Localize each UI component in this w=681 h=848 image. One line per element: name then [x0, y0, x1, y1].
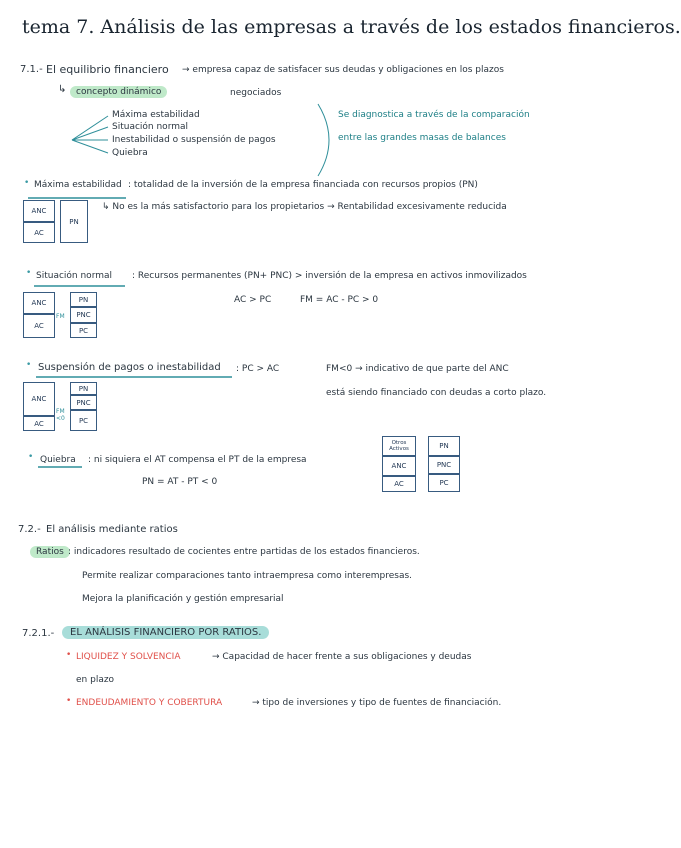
quiebra-formula: PN = AT - PT < 0: [142, 477, 218, 487]
quiebra-pnc-box: PNC: [428, 456, 460, 474]
maxima-label: Máxima estabilidad: [34, 180, 122, 190]
endeudamiento-label: ENDEUDAMIENTO Y COBERTURA: [76, 698, 223, 708]
bullet-dot: •: [24, 178, 30, 188]
bullet-dot: •: [26, 268, 32, 278]
bullet-dot: •: [28, 452, 34, 462]
branch-normal: Situación normal: [112, 122, 189, 132]
quiebra-text: : ni siquiera el AT compensa el PT de la empresa: [88, 455, 307, 465]
suspension-pnc-box: PNC: [70, 395, 97, 410]
normal-formula-1: AC > PC: [234, 295, 272, 305]
suspension-fm-label: FM <0: [56, 408, 65, 422]
suspension-fm-text: FM<0 → indicativo de que parte del ANC: [326, 364, 509, 374]
ratios-tag: Ratios: [30, 546, 70, 558]
section-7-1-definition: → empresa capaz de satisfacer sus deudas y obligaciones en los plazos: [182, 65, 504, 75]
suspension-text: : PC > AC: [236, 364, 280, 374]
quiebra-pn-box: PN: [428, 436, 460, 456]
bullet-dot: •: [66, 696, 72, 706]
branch-maxima: Máxima estabilidad: [112, 110, 200, 120]
diagnostico-note-line2: entre las grandes masas de balances: [338, 133, 506, 143]
endeudamiento-text: → tipo de inversiones y tipo de fuentes de financiación.: [252, 698, 502, 708]
maxima-anc-box: ANC: [23, 200, 55, 222]
normal-ac-box: AC: [23, 314, 55, 338]
normal-pn-box: PN: [70, 292, 97, 307]
bullet-dot: •: [26, 360, 32, 370]
diagnostico-note-line1: Se diagnostica a través de la comparación: [338, 110, 530, 120]
normal-pc-box: PC: [70, 323, 97, 338]
ratios-line-3: Mejora la planificación y gestión empresarial: [82, 594, 284, 604]
concepto-arrow-icon: ↳: [58, 84, 67, 95]
maxima-text: : totalidad de la inversión de la empresa financiada con recursos propios (PN): [128, 180, 478, 190]
branch-suspension: Inestabilidad o suspensión de pagos: [112, 135, 276, 145]
section-7-1-heading: El equilibrio financiero: [46, 63, 169, 76]
section-7-2-heading: El análisis mediante ratios: [46, 524, 178, 535]
ratios-line-2: Permite realizar comparaciones tanto intraempresa como interempresas.: [82, 571, 413, 581]
normal-text: : Recursos permanentes (PN+ PNC) > inversión de la empresa en activos inmovilizados: [132, 271, 527, 281]
suspension-anc-box: ANC: [23, 382, 55, 416]
maxima-note: ↳ No es la más satisfactorio para los propietarios → Rentabilidad excesivamente reducida: [102, 202, 507, 212]
section-7-1-number: 7.1.-: [20, 64, 43, 75]
page-title: tema 7. Análisis de las empresas a través de los estados financieros.: [22, 16, 681, 38]
suspension-label: Suspensión de pagos o inestabilidad: [38, 362, 221, 373]
suspension-pc-box: PC: [70, 410, 97, 431]
quiebra-anc-box: ANC: [382, 456, 416, 476]
suspension-ac-box: AC: [23, 416, 55, 431]
section-7-2-1-number: 7.2.1.-: [22, 628, 55, 639]
section-7-1-negociados: negociados: [230, 88, 282, 98]
quiebra-ac-box: AC: [382, 476, 416, 492]
bullet-dot: •: [66, 650, 72, 660]
concepto-dinamico-tag: concepto dinámico: [70, 86, 167, 98]
normal-pnc-box: PNC: [70, 307, 97, 323]
normal-formula-2: FM = AC - PC > 0: [300, 295, 379, 305]
normal-anc-box: ANC: [23, 292, 55, 314]
liquidez-label: LIQUIDEZ Y SOLVENCIA: [76, 652, 181, 662]
suspension-pn-box: PN: [70, 382, 97, 395]
ratios-text: : indicadores resultado de cocientes entre partidas de los estados financieros.: [68, 547, 420, 557]
normal-fm-label: FM: [56, 313, 65, 320]
maxima-pn-box: PN: [60, 200, 88, 243]
normal-label: Situación normal: [36, 271, 113, 281]
quiebra-label: Quiebra: [40, 455, 76, 465]
quiebra-pc-box: PC: [428, 474, 460, 492]
section-7-2-number: 7.2.-: [18, 524, 41, 535]
quiebra-otros-box: Otros Activos: [382, 436, 416, 456]
liquidez-text-2: en plazo: [76, 675, 115, 685]
maxima-ac-box: AC: [23, 222, 55, 243]
liquidez-text: → Capacidad de hacer frente a sus obligaciones y deudas: [212, 652, 472, 662]
branch-quiebra: Quiebra: [112, 148, 148, 158]
suspension-fm-text-2: está siendo financiado con deudas a corto plazo.: [326, 388, 547, 398]
section-7-2-1-heading: EL ANÁLISIS FINANCIERO POR RATIOS.: [62, 626, 269, 639]
